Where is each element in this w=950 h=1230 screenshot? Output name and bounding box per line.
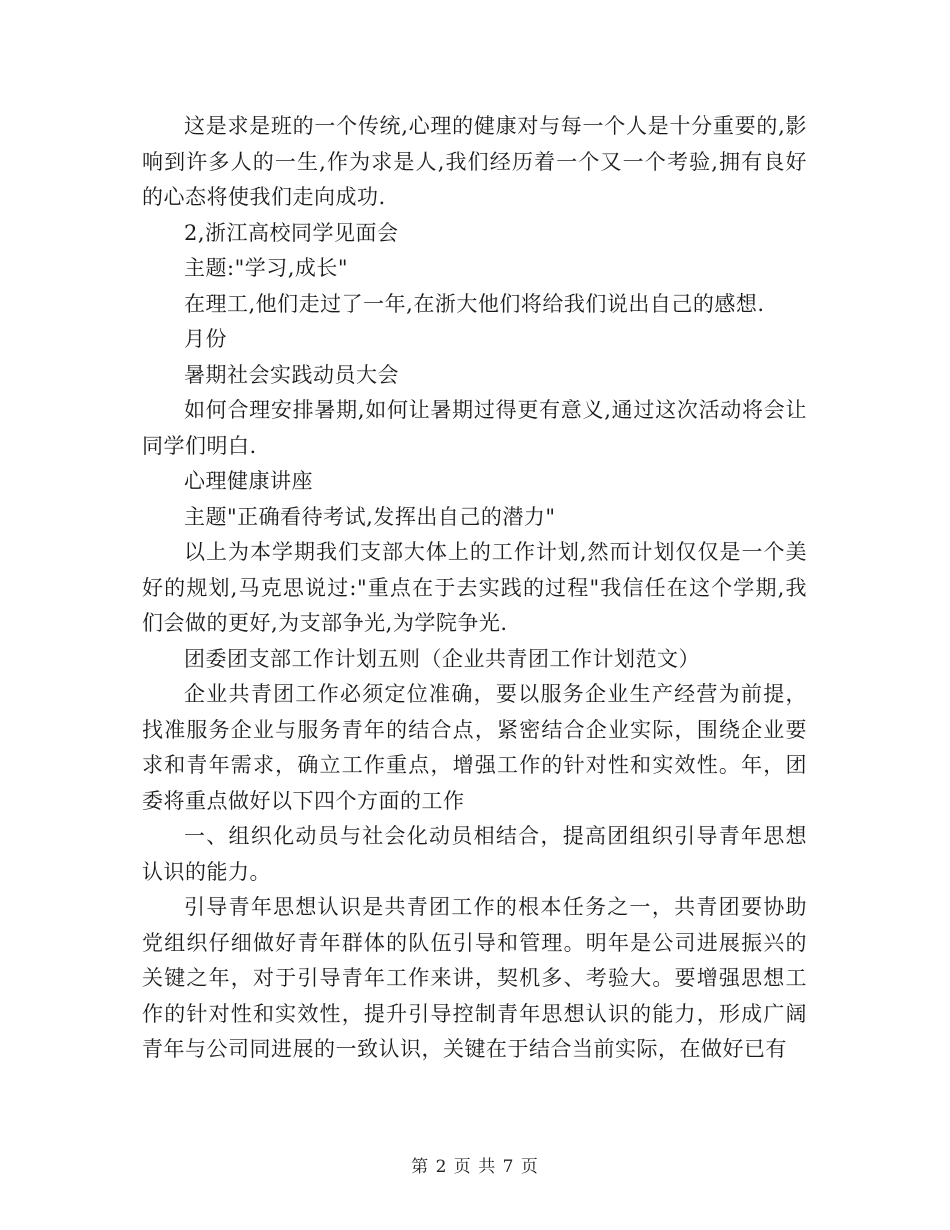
section-heading: 月份 <box>184 327 227 351</box>
section-heading: 心理健康讲座 <box>184 469 313 493</box>
paragraph: 引导青年思想认识是共青团工作的根本任务之一，共青团要协助党组织仔细做好青年群体的队伍引导和管理。明年是公司进展振兴的关键之年，对于引导青年工作来讲，契机多、考验大。要增强思想工作的针对性和实效性，提升引导控制青年思想认识的能力，形成广阔青年与公司同进展的一致认识，关键在于结合当前实际，在做好已有 <box>142 895 807 1061</box>
section-heading: 2,浙江高校同学见面会 <box>184 220 399 245</box>
paragraph: 企业共青团工作必须定位准确，要以服务企业生产经营为前提，找准服务企业与服务青年的结合点，紧密结合企业实际，围绕企业要求和青年需求，确立工作重点，增强工作的针对性和实效性。年，团委将重点做好以下四个方面的工作 <box>142 682 807 813</box>
paragraph: 以上为本学期我们支部大体上的工作计划,然而计划仅仅是一个美好的规划,马克思说过:"重点在于去实践的过程"我信任在这个学期,我们会做的更好,为支部争光,为学院争光. <box>142 540 807 635</box>
paragraph: 主题"正确看待考试,发挥出自己的潜力" <box>184 504 556 529</box>
page-number-footer: 第 2 页 共 7 页 <box>411 1157 539 1177</box>
document-body <box>142 109 807 1068</box>
paragraph: 主题:"学习,成长" <box>184 256 349 280</box>
section-heading: 暑期社会实践动员大会 <box>184 362 399 387</box>
paragraph: 如何合理安排暑期,如何让暑期过得更有意义,通过这次活动将会让同学们明白. <box>142 398 807 458</box>
paragraph: 在理工,他们走过了一年,在浙大他们将给我们说出自己的感想. <box>184 291 765 316</box>
section-heading: 一、组织化动员与社会化动员相结合，提高团组织引导青年思想认识的能力。 <box>142 824 807 884</box>
document-title: 团委团支部工作计划五则（企业共青团工作计划范文） <box>184 646 700 671</box>
paragraph: 这是求是班的一个传统,心理的健康对与每一个人是十分重要的,影响到许多人的一生,作为求是人,我们经历着一个又一个考验,拥有良好的心态将使我们走向成功. <box>142 114 807 209</box>
